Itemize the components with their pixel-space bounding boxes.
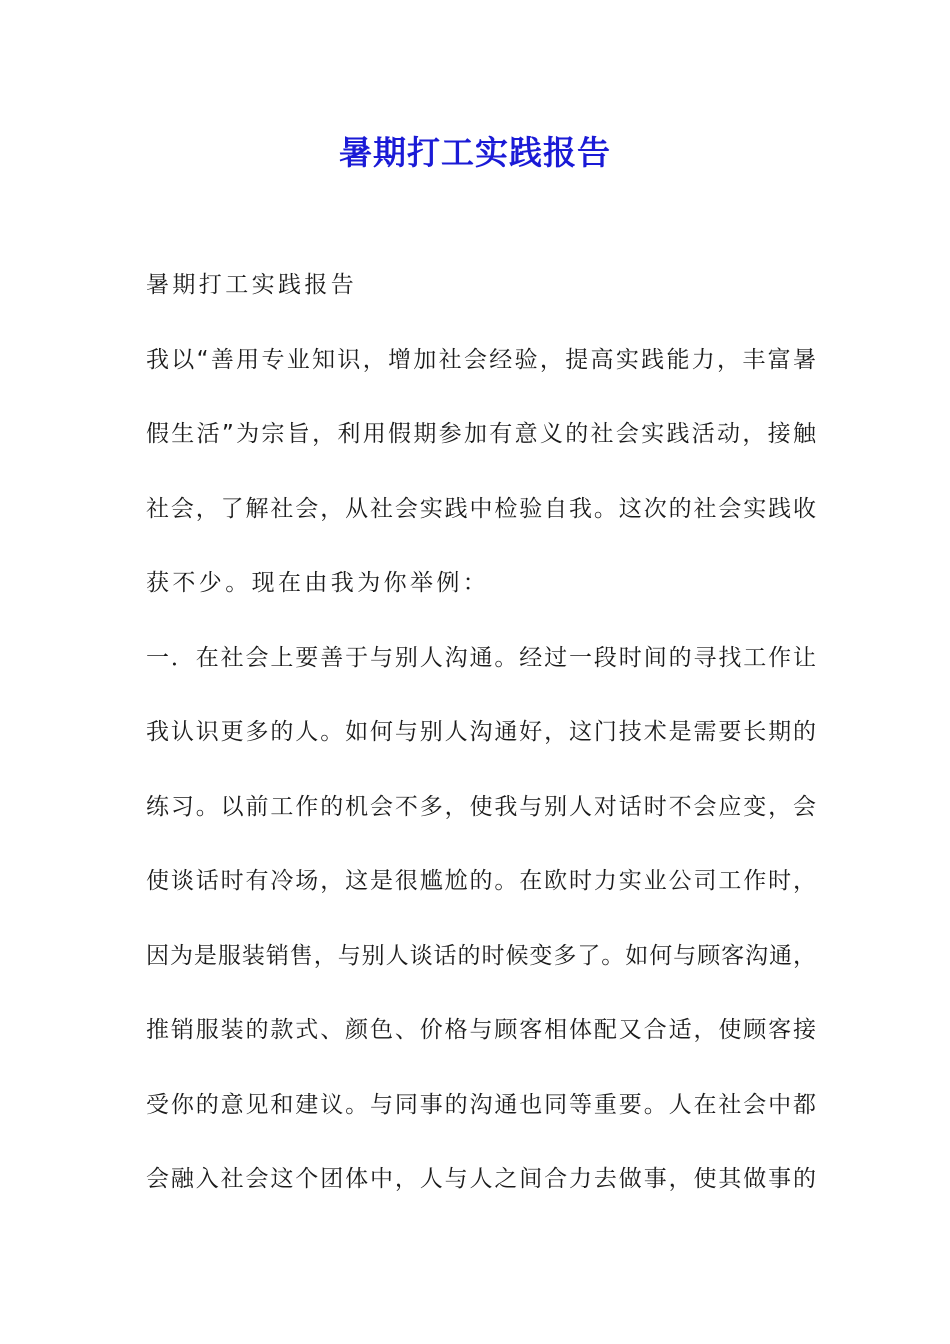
document-body: [146, 266, 816, 1235]
body-line: 会融入社会这个团体中，人与人之间合力去做事，使其做事的: [146, 1166, 816, 1192]
body-line: 受你的意见和建议。与同事的沟通也同等重要。人在社会中都: [146, 1091, 816, 1118]
body-line: 获不少。现在由我为你举例：: [146, 570, 490, 596]
body-line: 我认识更多的人。如何与别人沟通好，这门技术是需要长期的: [146, 719, 816, 745]
body-line: 我以“善用专业知识，增加社会经验，提高实践能力，丰富暑: [146, 346, 816, 373]
body-line: 一．在社会上要善于与别人沟通。经过一段时间的寻找工作让: [146, 644, 816, 671]
body-line: 推销服装的款式、颜色、价格与顾客相体配又合适，使顾客接: [146, 1017, 816, 1043]
body-line: 暑期打工实践报告: [146, 272, 358, 298]
body-line: 因为是服装销售，与别人谈话的时候变多了。如何与顾客沟通，: [146, 942, 816, 969]
body-line: 练习。以前工作的机会不多，使我与别人对话时不会应变，会: [146, 793, 816, 820]
body-line: 使谈话时有冷场，这是很尴尬的。在欧时力实业公司工作时，: [146, 868, 816, 894]
document-title: 暑期打工实践报告: [339, 133, 611, 172]
body-line: 假生活”为宗旨，利用假期参加有意义的社会实践活动，接触: [146, 421, 816, 447]
body-line: 社会，了解社会，从社会实践中检验自我。这次的社会实践收: [146, 495, 816, 522]
